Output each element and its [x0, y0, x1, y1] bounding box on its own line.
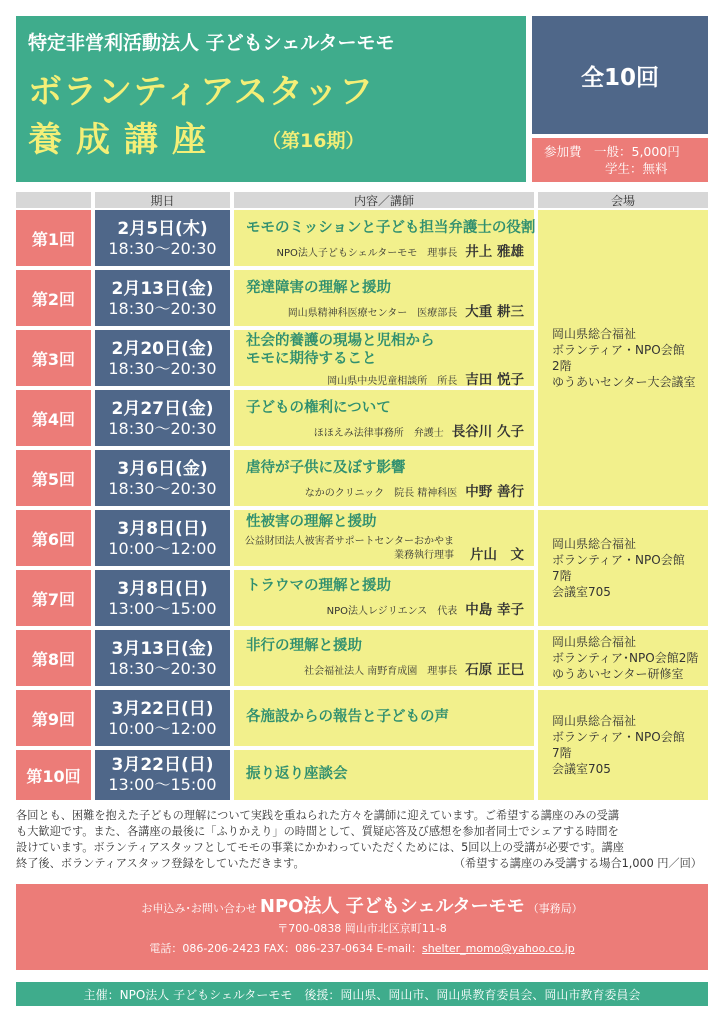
venue-cell: 岡山県総合福祉 ボランティア・NPO会館 7階 会議室705: [538, 690, 708, 800]
session-content: [234, 270, 534, 326]
session-date: 3月22日(日) 10:00〜12:00: [95, 690, 230, 746]
lecturer: ほほえみ法律事務所 弁護士 長谷川 久子: [313, 424, 524, 440]
session-date: 3月22日(日) 13:00〜15:00: [95, 750, 230, 800]
contact-phone: 電話：086-206-2423 FAX：086-237-0634 E-mail：shelter_momo@yahoo.co.jp: [149, 942, 575, 955]
contact-email[interactable]: shelter_momo@yahoo.co.jp: [422, 942, 575, 955]
session-topic: 子どもの権利について: [246, 400, 391, 416]
session-number: 第3回: [16, 330, 91, 386]
organization-name: 特定非営利活動法人 子どもシェルターモモ: [28, 32, 395, 54]
venue-cell: 岡山県総合福祉 ボランティア･NPO会館2階 ゆうあいセンター研修室: [538, 630, 708, 686]
session-content: [234, 630, 534, 686]
session-number: 第7回: [16, 570, 91, 626]
session-content: [234, 690, 534, 746]
fee-student: 学生：無料: [605, 161, 668, 176]
session-number: 第2回: [16, 270, 91, 326]
header-num-cell: [16, 192, 91, 208]
session-content: [234, 390, 534, 446]
venue-cell: 岡山県総合福祉 ボランティア・NPO会館 7階 会議室705: [538, 510, 708, 626]
contact-label: お申込み･お問い合わせ: [141, 902, 257, 915]
session-date: 3月8日(日) 13:00〜15:00: [95, 570, 230, 626]
lecturer: NPO法人レジリエンス 代表 中島 幸子: [326, 602, 524, 618]
session-topic: 各施設からの報告と子どもの声: [246, 709, 449, 725]
sponsors-footer: 主催：NPO法人 子どもシェルターモモ 後援：岡山県、岡山市、岡山県教育委員会、岡山市教育委員会: [16, 982, 708, 1006]
per-session-fee-note: （希望する講座のみ受講する場合1,000 円／回）: [453, 857, 702, 870]
lecturer: 岡山県精神科医療センター 医療部長 大重 耕三: [287, 304, 524, 320]
session-topic: モモのミッションと子ども担当弁護士の役割: [246, 220, 536, 236]
page-title: ボランティアスタッフ: [28, 72, 374, 112]
session-date: 2月20日(金) 18:30〜20:30: [95, 330, 230, 386]
session-content: [234, 750, 534, 800]
contact-address: 〒700-0838 岡山市北区京町11-8: [277, 922, 447, 935]
session-date: 2月5日(木) 18:30〜20:30: [95, 210, 230, 266]
session-topic-line2: モモに期待すること: [246, 351, 377, 367]
lecturer: なかのクリニック 院長 精神科医 中野 善行: [304, 484, 524, 500]
lecturer: 岡山県中央児童相談所 所長 吉田 悦子: [327, 372, 524, 388]
header-content: 内容／講師: [234, 192, 534, 208]
session-date: 2月27日(金) 18:30〜20:30: [95, 390, 230, 446]
session-content: [234, 210, 534, 266]
term-label: （第16期）: [262, 130, 365, 152]
session-number: 第6回: [16, 510, 91, 566]
venue-cell: 岡山県総合福祉 ボランティア・NPO会館 2階 ゆうあいセンター大会議室: [538, 210, 708, 506]
header-date: 期日: [95, 192, 230, 208]
session-topic: 振り返り座談会: [246, 766, 348, 782]
session-number: 第8回: [16, 630, 91, 686]
session-content: [234, 450, 534, 506]
session-topic: 性被害の理解と援助: [246, 514, 377, 530]
contact-box: [16, 884, 708, 970]
session-topic: 虐待が子供に及ぼす影響: [246, 460, 406, 476]
session-count-badge: 全10回: [532, 16, 708, 134]
session-date: 3月13日(金) 18:30〜20:30: [95, 630, 230, 686]
contact-org: NPO法人 子どもシェルターモモ: [259, 896, 525, 917]
lecturer-name: 片山 文: [470, 547, 524, 563]
lecturer-title: 業務執行理事: [394, 550, 454, 561]
session-date: 3月8日(日) 10:00〜12:00: [95, 510, 230, 566]
page-title-line2: 養成講座: [28, 120, 220, 160]
session-date: 2月13日(金) 18:30〜20:30: [95, 270, 230, 326]
lecturer-affiliation: 公益財団法人被害者サポートセンターおかやま: [244, 536, 454, 547]
session-topic: トラウマの理解と援助: [246, 578, 391, 594]
session-content: [234, 330, 534, 386]
session-number: 第5回: [16, 450, 91, 506]
lecturer: NPO法人子どもシェルターモモ 理事長 井上 雅雄: [276, 244, 524, 260]
session-content: [234, 570, 534, 626]
session-date: 3月6日(金) 18:30〜20:30: [95, 450, 230, 506]
session-number: 第9回: [16, 690, 91, 746]
session-number: 第10回: [16, 750, 91, 800]
session-number: 第1回: [16, 210, 91, 266]
fee-general: 参加費 一般：5,000円: [544, 144, 680, 159]
lecturer: 社会福祉法人 南野育成園 理事長 石原 正巳: [304, 662, 524, 678]
session-topic: 非行の理解と援助: [246, 638, 362, 654]
notes-paragraph: 各回とも、困難を抱えた子どもの理解について実践を重ねられた方々を講師に迎えています。ご希望する講座のみの受講 も大歓迎です。また、各講座の最後に「ふりかえり」の時間として、質疑応答及び感想を参加者同士でシェアする時間を 設けています。ボランティアスタッフとしてモモの事業にかかわっていただくためには、5回以上の受講が必要です。講座 終了後、ボランティアスタッフ登録をしていただきます。 （希望する講座のみ受講する場合1,000 円／回）: [16, 808, 710, 872]
session-content: [234, 510, 534, 566]
session-topic: 社会的養護の現場と児相から: [246, 333, 435, 349]
header-venue: 会場: [538, 192, 708, 208]
session-topic: 発達障害の理解と援助: [246, 280, 391, 296]
fee-box: [532, 138, 708, 182]
session-number: 第4回: [16, 390, 91, 446]
contact-office: （事務局）: [527, 902, 583, 915]
